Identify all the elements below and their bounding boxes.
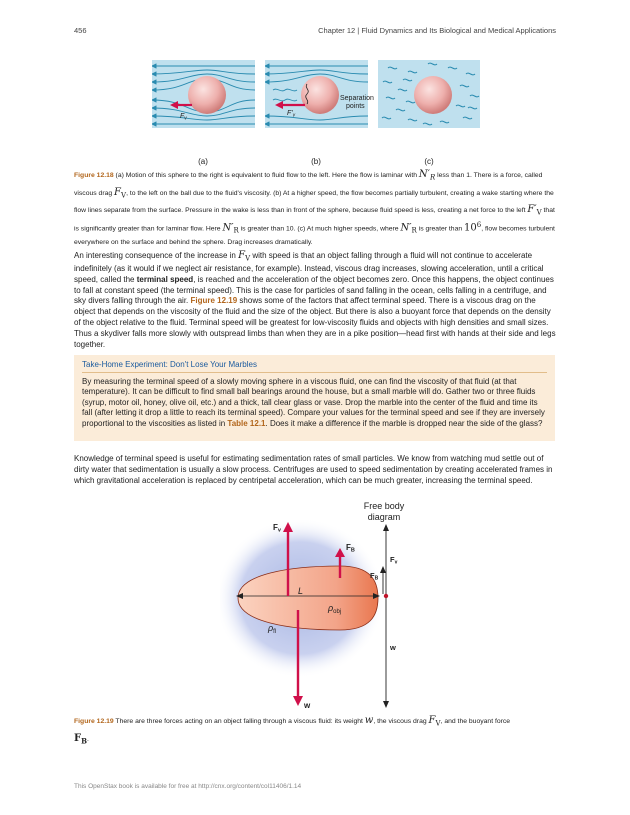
math-fv: F xyxy=(238,250,246,261)
math-fv-prime: F′ xyxy=(527,204,537,216)
panel-label-b: (b) xyxy=(311,157,321,166)
panel-a-laminar xyxy=(152,60,255,128)
panel-label-c: (c) xyxy=(424,157,434,166)
math-nr: N′ xyxy=(418,169,430,180)
experiment-text: . Does it make a difference if the marble is dropped near the side of the glass? xyxy=(265,418,543,428)
figure-12-18-caption xyxy=(74,166,556,249)
footer-note: This OpenStax book is available for free at http://cnx.org/content/col11406/1.14 xyxy=(74,783,302,790)
fbd-title-2: diagram xyxy=(367,512,401,522)
caption-text: There are three forces acting on an object falling through a viscous fluid: its weight xyxy=(113,718,365,725)
caption-text: , and the buoyant force xyxy=(440,718,511,725)
weight-label: w xyxy=(304,701,311,710)
math-sub: V xyxy=(121,190,127,199)
math-fb: F xyxy=(74,732,82,744)
caption-text: . xyxy=(87,735,89,743)
paragraph-terminal-speed xyxy=(74,249,556,350)
separation-label: Separation xyxy=(340,95,374,102)
caption-label: Figure 12.19 xyxy=(74,718,114,725)
fv-label: Fv xyxy=(273,523,281,534)
panel-c-turbulent xyxy=(378,60,480,128)
para-text: with speed is that an object falling through a fluid will not continue to accelerate indefinitely (as it would if we neglect air resistance, for example). Instead, viscous drag increases, slowing acceleration, until a critical speed, called the xyxy=(74,251,544,284)
math-nr: N′ xyxy=(222,222,234,234)
fbd-point xyxy=(384,594,388,598)
math-fv: F xyxy=(428,715,436,726)
table-12-1-link[interactable]: Table 12.1 xyxy=(227,418,266,428)
rho-obj-label: $\rho_{obj}$ xyxy=(328,603,342,615)
caption-text: is greater than xyxy=(416,225,465,233)
figure-12-19-link[interactable]: Figure 12.19 xyxy=(190,296,238,306)
math-sub: V xyxy=(435,719,441,728)
caption-text: less than 1. There is a force, called viscous drag xyxy=(74,172,543,197)
caption-text: that is significantly greater than for laminar flow. Here xyxy=(74,207,555,233)
fbd-fb-label: $F_B$ xyxy=(370,571,379,582)
caption-label: Figure 12.18 xyxy=(74,172,114,179)
caption-text: , to the left on the ball due to the fluid's viscosity. (b) At a higher speed, the flow becomes partially turbulent, creating a wake starting where the flow lines separate from the surface. Pressure in the wake is less than in front of the sphere, because fluid speed is less, creating a net force to the left xyxy=(74,189,554,215)
math-sup: 6 xyxy=(476,220,482,229)
math-fv: F xyxy=(114,186,121,198)
fb-label: FB xyxy=(346,543,355,554)
math-ten: 10 xyxy=(464,222,477,234)
experiment-divider xyxy=(82,372,547,373)
caption-text: is greater than 10. (c) At much higher speeds, where xyxy=(238,225,401,233)
math-w: w xyxy=(364,715,374,726)
fbd-title: Free body xyxy=(363,501,405,511)
force-label-a: $F_v$ xyxy=(180,113,187,122)
separation-label-2: points xyxy=(346,103,365,110)
figure-12-19-caption xyxy=(74,712,556,747)
math-sub: R xyxy=(411,226,417,235)
experiment-text: By measuring the terminal speed of a slowly moving sphere in a viscous fluid, one can find the viscosity of that fluid (at that temperature). It can be difficult to find small ball bearings around the house, but a small marble will do. Gather two or three fluids (syrup, motor oil, honey, olive oil, etc.) and a thick, tall clear glass or vase. Drop the marble into the center of the fluid and time its fall (after letting it drop a little to reach its terminal speed). Compare your values for the terminal speed and see if they are inversely proportional to the viscosities as listed in xyxy=(82,377,545,428)
chapter-title: Chapter 12 | Fluid Dynamics and Its Biological and Medical Applications xyxy=(318,26,556,35)
term-terminal-speed: terminal speed xyxy=(136,274,194,284)
figure-12-19 xyxy=(220,498,430,710)
panel-b-partial-turbulent xyxy=(265,60,374,128)
caption-text: (a) Motion of this sphere to the right is equivalent to fluid flow to the left. Here the flow is laminar with xyxy=(113,172,419,179)
page-number: 456 xyxy=(74,26,87,35)
sphere-c xyxy=(414,76,452,114)
math-sub: V xyxy=(536,208,542,217)
experiment-body xyxy=(82,377,547,429)
math-nr: N′ xyxy=(400,222,412,234)
paragraph-sedimentation: Knowledge of terminal speed is useful for estimating sedimentation rates of small particles. We know from watching mud settle out of dirty water that sedimentation is usually a slow process. Centrifuges are used to speed sedimentation by creating accelerated frames in which gravitational acceleration is replaced by centripetal acceleration, which can be much greater, increasing the terminal speed. xyxy=(74,454,553,485)
sphere-a xyxy=(188,76,226,114)
math-sub: V xyxy=(245,254,251,263)
panel-label-a: (a) xyxy=(198,157,208,166)
caption-text: , flow becomes turbulent everywhere on the surface and behind the sphere. Drag increases dramatically. xyxy=(74,225,555,246)
rho-fl-label: $\rho_{fl}$ xyxy=(268,623,277,635)
take-home-experiment-box xyxy=(74,355,555,441)
para-text: shows some of the factors that affect terminal speed. There is a viscous drag on the object that depends on the viscosity of the fluid and the size of the object. But there is also a buoyant force that depends on the density of the object relative to the fluid. Terminal speed will be greatest for low-viscosity fluids and objects with high densities and small sizes. Thus a skydiver falls more slowly with outspread limbs than when they are in a pike position—head first with hands at their side and legs together. xyxy=(74,296,556,349)
force-label-b: $F'_v$ xyxy=(287,110,296,119)
math-sub: R xyxy=(429,173,436,182)
para-text: , is reached and the acceleration of the object becomes zero. Once this happens, the object continues to fall at constant speed (the terminal speed). This is the case for particles of sand falling in the ocean, cells falling in a centrifuge, and sky divers falling through the air. xyxy=(74,274,554,306)
fbd-w-label: w xyxy=(390,643,396,652)
experiment-title: Take-Home Experiment: Don't Lose Your Marbles xyxy=(82,360,257,369)
length-label: L xyxy=(298,586,304,596)
fbd-fv-label: $F_v$ xyxy=(390,555,398,566)
math-sub: R xyxy=(233,226,239,235)
caption-text: , the viscous drag xyxy=(373,718,429,725)
para-text: An interesting consequence of the increase in xyxy=(74,251,239,260)
math-sub: B xyxy=(81,735,88,745)
figure-12-18 xyxy=(150,60,480,170)
